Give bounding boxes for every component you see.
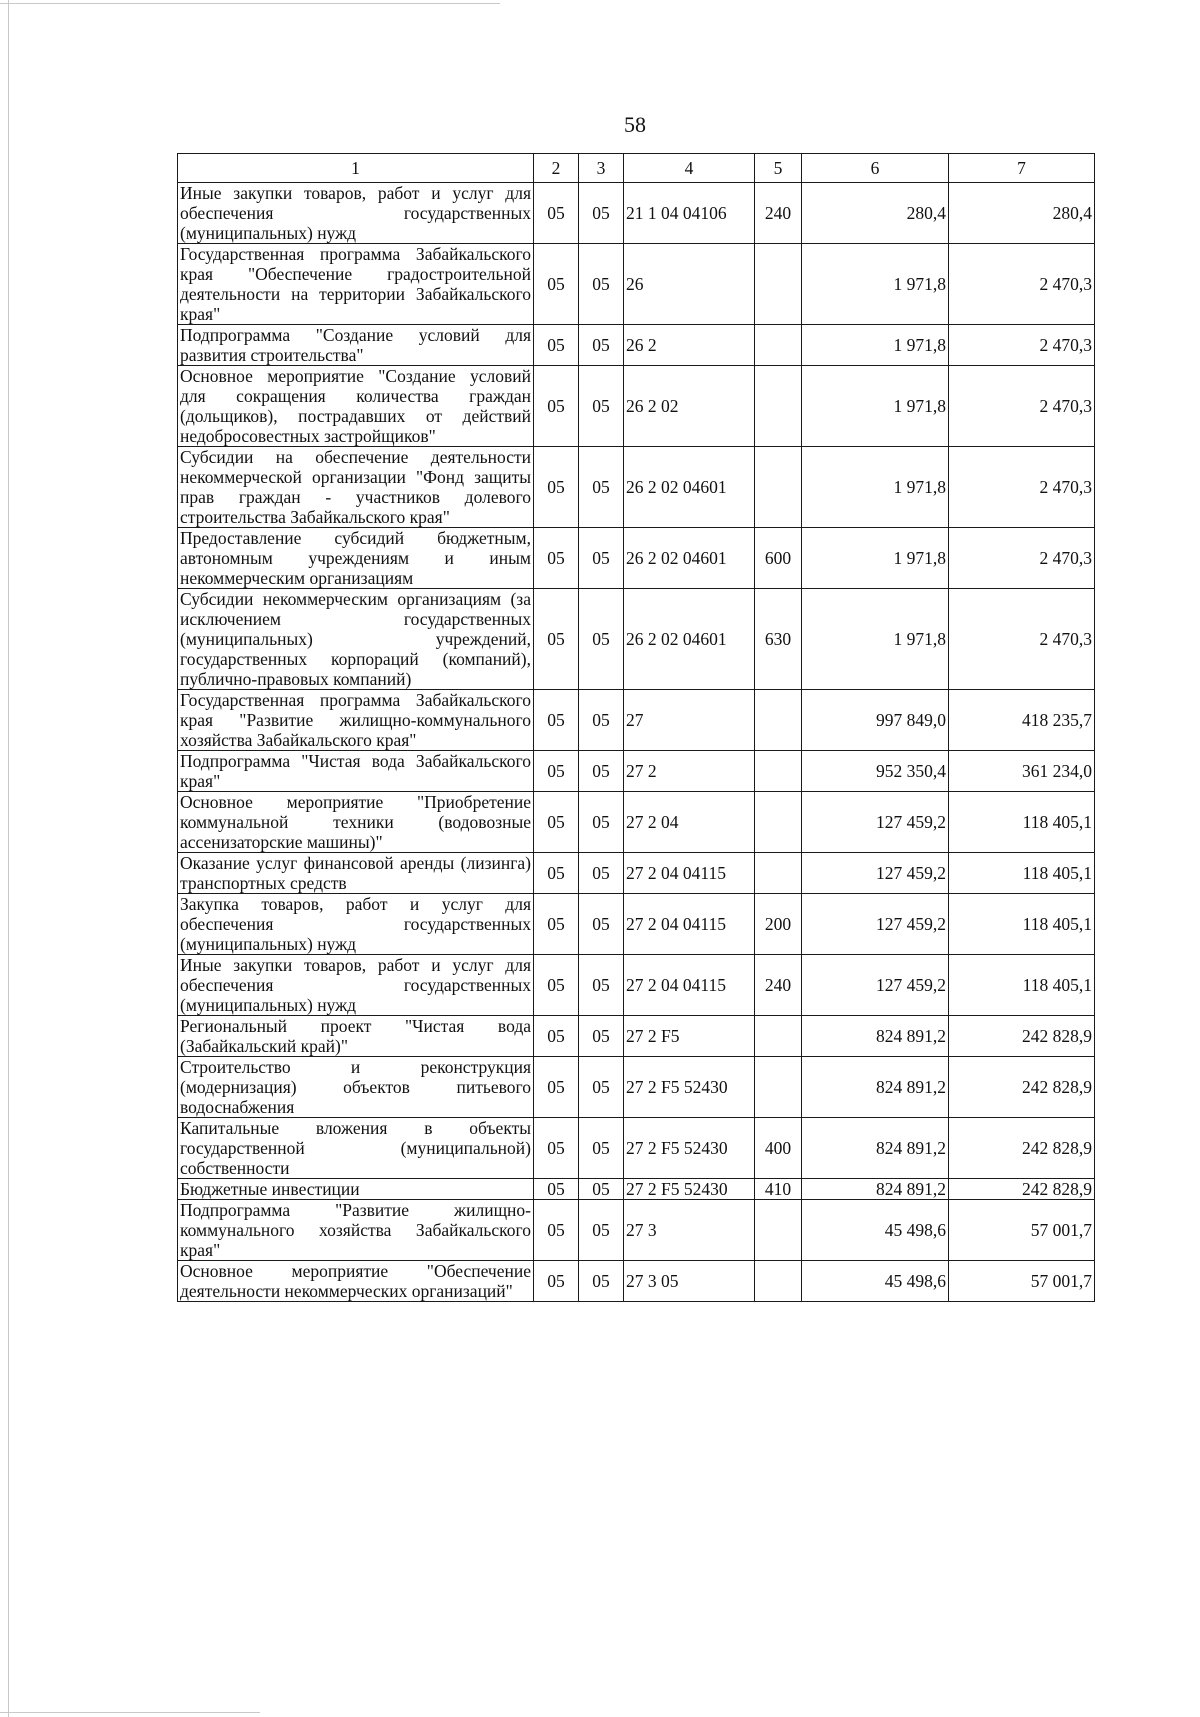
row-target-code-cell: 26 2 02 04601 [624,528,755,589]
row-target-code-cell: 27 2 04 04115 [624,955,755,1016]
row-subsection-cell: 05 [579,325,624,366]
row-target-code-cell: 26 2 02 04601 [624,589,755,690]
row-subsection-cell: 05 [579,1261,624,1302]
table-row [178,1118,1095,1179]
row-amount-col7-cell: 57 001,7 [949,1261,1095,1302]
row-amount-col7-cell: 2 470,3 [949,244,1095,325]
row-section-cell: 05 [534,1261,579,1302]
column-header-4: 4 [624,154,755,183]
row-amount-col7-cell: 242 828,9 [949,1016,1095,1057]
row-name-cell: Основное мероприятие "Создание условий для сокращения количества граждан (дольщиков), пострадавших от действий недобросовестных застройщиков" [178,366,534,447]
column-header-7: 7 [949,154,1095,183]
row-name-cell: Подпрограмма "Чистая вода Забайкальского края" [178,751,534,792]
row-expense-type-cell: 630 [755,589,802,690]
row-section-cell: 05 [534,447,579,528]
row-amount-col6-cell: 952 350,4 [802,751,949,792]
row-amount-col6-cell: 1 971,8 [802,528,949,589]
row-name-cell: Субсидии на обеспечение деятельности некоммерческой организации "Фонд защиты прав граждан - участников долевого строительства Забайкальского края" [178,447,534,528]
row-subsection-cell: 05 [579,528,624,589]
table-row [178,1261,1095,1302]
row-amount-col7-cell: 242 828,9 [949,1057,1095,1118]
row-name-cell: Оказание услуг финансовой аренды (лизинга) транспортных средств [178,853,534,894]
row-section-cell: 05 [534,183,579,244]
row-section-cell: 05 [534,690,579,751]
row-expense-type-cell [755,1261,802,1302]
row-expense-type-cell [755,853,802,894]
row-subsection-cell: 05 [579,894,624,955]
row-amount-col6-cell: 997 849,0 [802,690,949,751]
row-amount-col6-cell: 280,4 [802,183,949,244]
row-amount-col7-cell: 118 405,1 [949,792,1095,853]
row-amount-col6-cell: 45 498,6 [802,1200,949,1261]
row-amount-col6-cell: 1 971,8 [802,366,949,447]
table-row [178,325,1095,366]
table-body [178,183,1095,1302]
budget-table [177,153,1095,1302]
header-row [178,154,1095,183]
row-name-cell: Субсидии некоммерческим организациям (за исключением государственных (муниципальных) учреждений, государственных корпораций (компаний), публично-правовых компаний) [178,589,534,690]
row-name-cell: Основное мероприятие "Приобретение коммунальной техники (водовозные ассенизаторские машины)" [178,792,534,853]
row-amount-col7-cell: 242 828,9 [949,1118,1095,1179]
page-number: 58 [624,112,646,137]
scan-edge-left [8,0,9,1717]
row-section-cell: 05 [534,366,579,447]
row-expense-type-cell: 410 [755,1179,802,1200]
row-name-cell: Подпрограмма "Развитие жилищно-коммунального хозяйства Забайкальского края" [178,1200,534,1261]
row-name-cell: Основное мероприятие "Обеспечение деятельности некоммерческих организаций" [178,1261,534,1302]
row-expense-type-cell: 240 [755,955,802,1016]
table-row [178,1016,1095,1057]
table-row [178,589,1095,690]
row-subsection-cell: 05 [579,447,624,528]
row-subsection-cell: 05 [579,853,624,894]
row-subsection-cell: 05 [579,690,624,751]
row-section-cell: 05 [534,244,579,325]
row-amount-col6-cell: 824 891,2 [802,1016,949,1057]
row-amount-col7-cell: 2 470,3 [949,366,1095,447]
row-section-cell: 05 [534,1118,579,1179]
row-subsection-cell: 05 [579,1200,624,1261]
row-subsection-cell: 05 [579,1179,624,1200]
row-amount-col6-cell: 45 498,6 [802,1261,949,1302]
row-subsection-cell: 05 [579,1057,624,1118]
row-name-cell: Бюджетные инвестиции [178,1179,534,1200]
row-amount-col7-cell: 118 405,1 [949,853,1095,894]
row-target-code-cell: 26 [624,244,755,325]
table-row [178,1200,1095,1261]
table-row [178,751,1095,792]
row-target-code-cell: 27 3 [624,1200,755,1261]
row-target-code-cell: 27 3 05 [624,1261,755,1302]
row-target-code-cell: 26 2 02 04601 [624,447,755,528]
row-section-cell: 05 [534,528,579,589]
row-section-cell: 05 [534,853,579,894]
row-amount-col6-cell: 127 459,2 [802,955,949,1016]
row-section-cell: 05 [534,589,579,690]
row-section-cell: 05 [534,325,579,366]
row-subsection-cell: 05 [579,751,624,792]
row-target-code-cell: 27 2 F5 52430 [624,1057,755,1118]
table-row [178,244,1095,325]
scan-edge-top [0,3,500,4]
row-amount-col6-cell: 824 891,2 [802,1118,949,1179]
row-subsection-cell: 05 [579,1118,624,1179]
row-name-cell: Подпрограмма "Создание условий для развития строительства" [178,325,534,366]
row-section-cell: 05 [534,955,579,1016]
row-target-code-cell: 26 2 02 [624,366,755,447]
row-amount-col6-cell: 824 891,2 [802,1179,949,1200]
row-subsection-cell: 05 [579,955,624,1016]
row-expense-type-cell [755,1016,802,1057]
row-subsection-cell: 05 [579,589,624,690]
row-target-code-cell: 21 1 04 04106 [624,183,755,244]
row-expense-type-cell [755,1057,802,1118]
row-amount-col7-cell: 418 235,7 [949,690,1095,751]
table-row [178,183,1095,244]
column-header-6: 6 [802,154,949,183]
row-expense-type-cell [755,447,802,528]
row-expense-type-cell: 400 [755,1118,802,1179]
row-name-cell: Строительство и реконструкция (модернизация) объектов питьевого водоснабжения [178,1057,534,1118]
row-name-cell: Государственная программа Забайкальского края "Обеспечение градостроительной деятельности на территории Забайкальского края" [178,244,534,325]
row-subsection-cell: 05 [579,1016,624,1057]
table-row [178,1179,1095,1200]
row-amount-col7-cell: 57 001,7 [949,1200,1095,1261]
row-expense-type-cell [755,792,802,853]
row-amount-col7-cell: 2 470,3 [949,528,1095,589]
row-target-code-cell: 27 [624,690,755,751]
table-row [178,366,1095,447]
row-section-cell: 05 [534,1179,579,1200]
row-amount-col7-cell: 280,4 [949,183,1095,244]
row-target-code-cell: 27 2 04 04115 [624,853,755,894]
table-row [178,853,1095,894]
row-target-code-cell: 26 2 [624,325,755,366]
row-amount-col7-cell: 242 828,9 [949,1179,1095,1200]
row-expense-type-cell [755,690,802,751]
row-target-code-cell: 27 2 F5 [624,1016,755,1057]
row-amount-col7-cell: 118 405,1 [949,955,1095,1016]
column-header-2: 2 [534,154,579,183]
table-row [178,447,1095,528]
row-amount-col6-cell: 1 971,8 [802,244,949,325]
row-name-cell: Государственная программа Забайкальского края "Развитие жилищно-коммунального хозяйства Забайкальского края" [178,690,534,751]
row-expense-type-cell: 600 [755,528,802,589]
row-section-cell: 05 [534,894,579,955]
row-amount-col7-cell: 118 405,1 [949,894,1095,955]
row-name-cell: Региональный проект "Чистая вода (Забайкальский край)" [178,1016,534,1057]
row-amount-col6-cell: 1 971,8 [802,589,949,690]
row-section-cell: 05 [534,751,579,792]
row-amount-col7-cell: 2 470,3 [949,589,1095,690]
table-row [178,894,1095,955]
row-name-cell: Предоставление субсидий бюджетным, автономным учреждениям и иным некоммерческим организациям [178,528,534,589]
row-target-code-cell: 27 2 [624,751,755,792]
row-target-code-cell: 27 2 F5 52430 [624,1118,755,1179]
row-subsection-cell: 05 [579,366,624,447]
row-expense-type-cell [755,244,802,325]
row-section-cell: 05 [534,1016,579,1057]
row-amount-col6-cell: 127 459,2 [802,792,949,853]
row-amount-col6-cell: 824 891,2 [802,1057,949,1118]
row-amount-col6-cell: 127 459,2 [802,894,949,955]
row-section-cell: 05 [534,1200,579,1261]
row-target-code-cell: 27 2 04 04115 [624,894,755,955]
table-row [178,955,1095,1016]
row-amount-col7-cell: 2 470,3 [949,447,1095,528]
row-subsection-cell: 05 [579,183,624,244]
column-header-5: 5 [755,154,802,183]
table-row [178,1057,1095,1118]
row-expense-type-cell: 240 [755,183,802,244]
row-name-cell: Иные закупки товаров, работ и услуг для обеспечения государственных (муниципальных) нужд [178,183,534,244]
row-name-cell: Иные закупки товаров, работ и услуг для обеспечения государственных (муниципальных) нужд [178,955,534,1016]
column-header-1: 1 [178,154,534,183]
row-subsection-cell: 05 [579,792,624,853]
row-amount-col6-cell: 1 971,8 [802,325,949,366]
column-header-3: 3 [579,154,624,183]
table-row [178,690,1095,751]
row-section-cell: 05 [534,792,579,853]
row-amount-col7-cell: 361 234,0 [949,751,1095,792]
row-target-code-cell: 27 2 04 [624,792,755,853]
row-subsection-cell: 05 [579,244,624,325]
row-expense-type-cell [755,751,802,792]
row-amount-col6-cell: 127 459,2 [802,853,949,894]
row-expense-type-cell: 200 [755,894,802,955]
row-amount-col7-cell: 2 470,3 [949,325,1095,366]
row-section-cell: 05 [534,1057,579,1118]
table-row [178,528,1095,589]
row-expense-type-cell [755,366,802,447]
row-expense-type-cell [755,325,802,366]
row-amount-col6-cell: 1 971,8 [802,447,949,528]
row-expense-type-cell [755,1200,802,1261]
row-name-cell: Капитальные вложения в объекты государственной (муниципальной) собственности [178,1118,534,1179]
row-target-code-cell: 27 2 F5 52430 [624,1179,755,1200]
table-row [178,792,1095,853]
scan-edge-bottom [0,1712,260,1713]
row-name-cell: Закупка товаров, работ и услуг для обеспечения государственных (муниципальных) нужд [178,894,534,955]
